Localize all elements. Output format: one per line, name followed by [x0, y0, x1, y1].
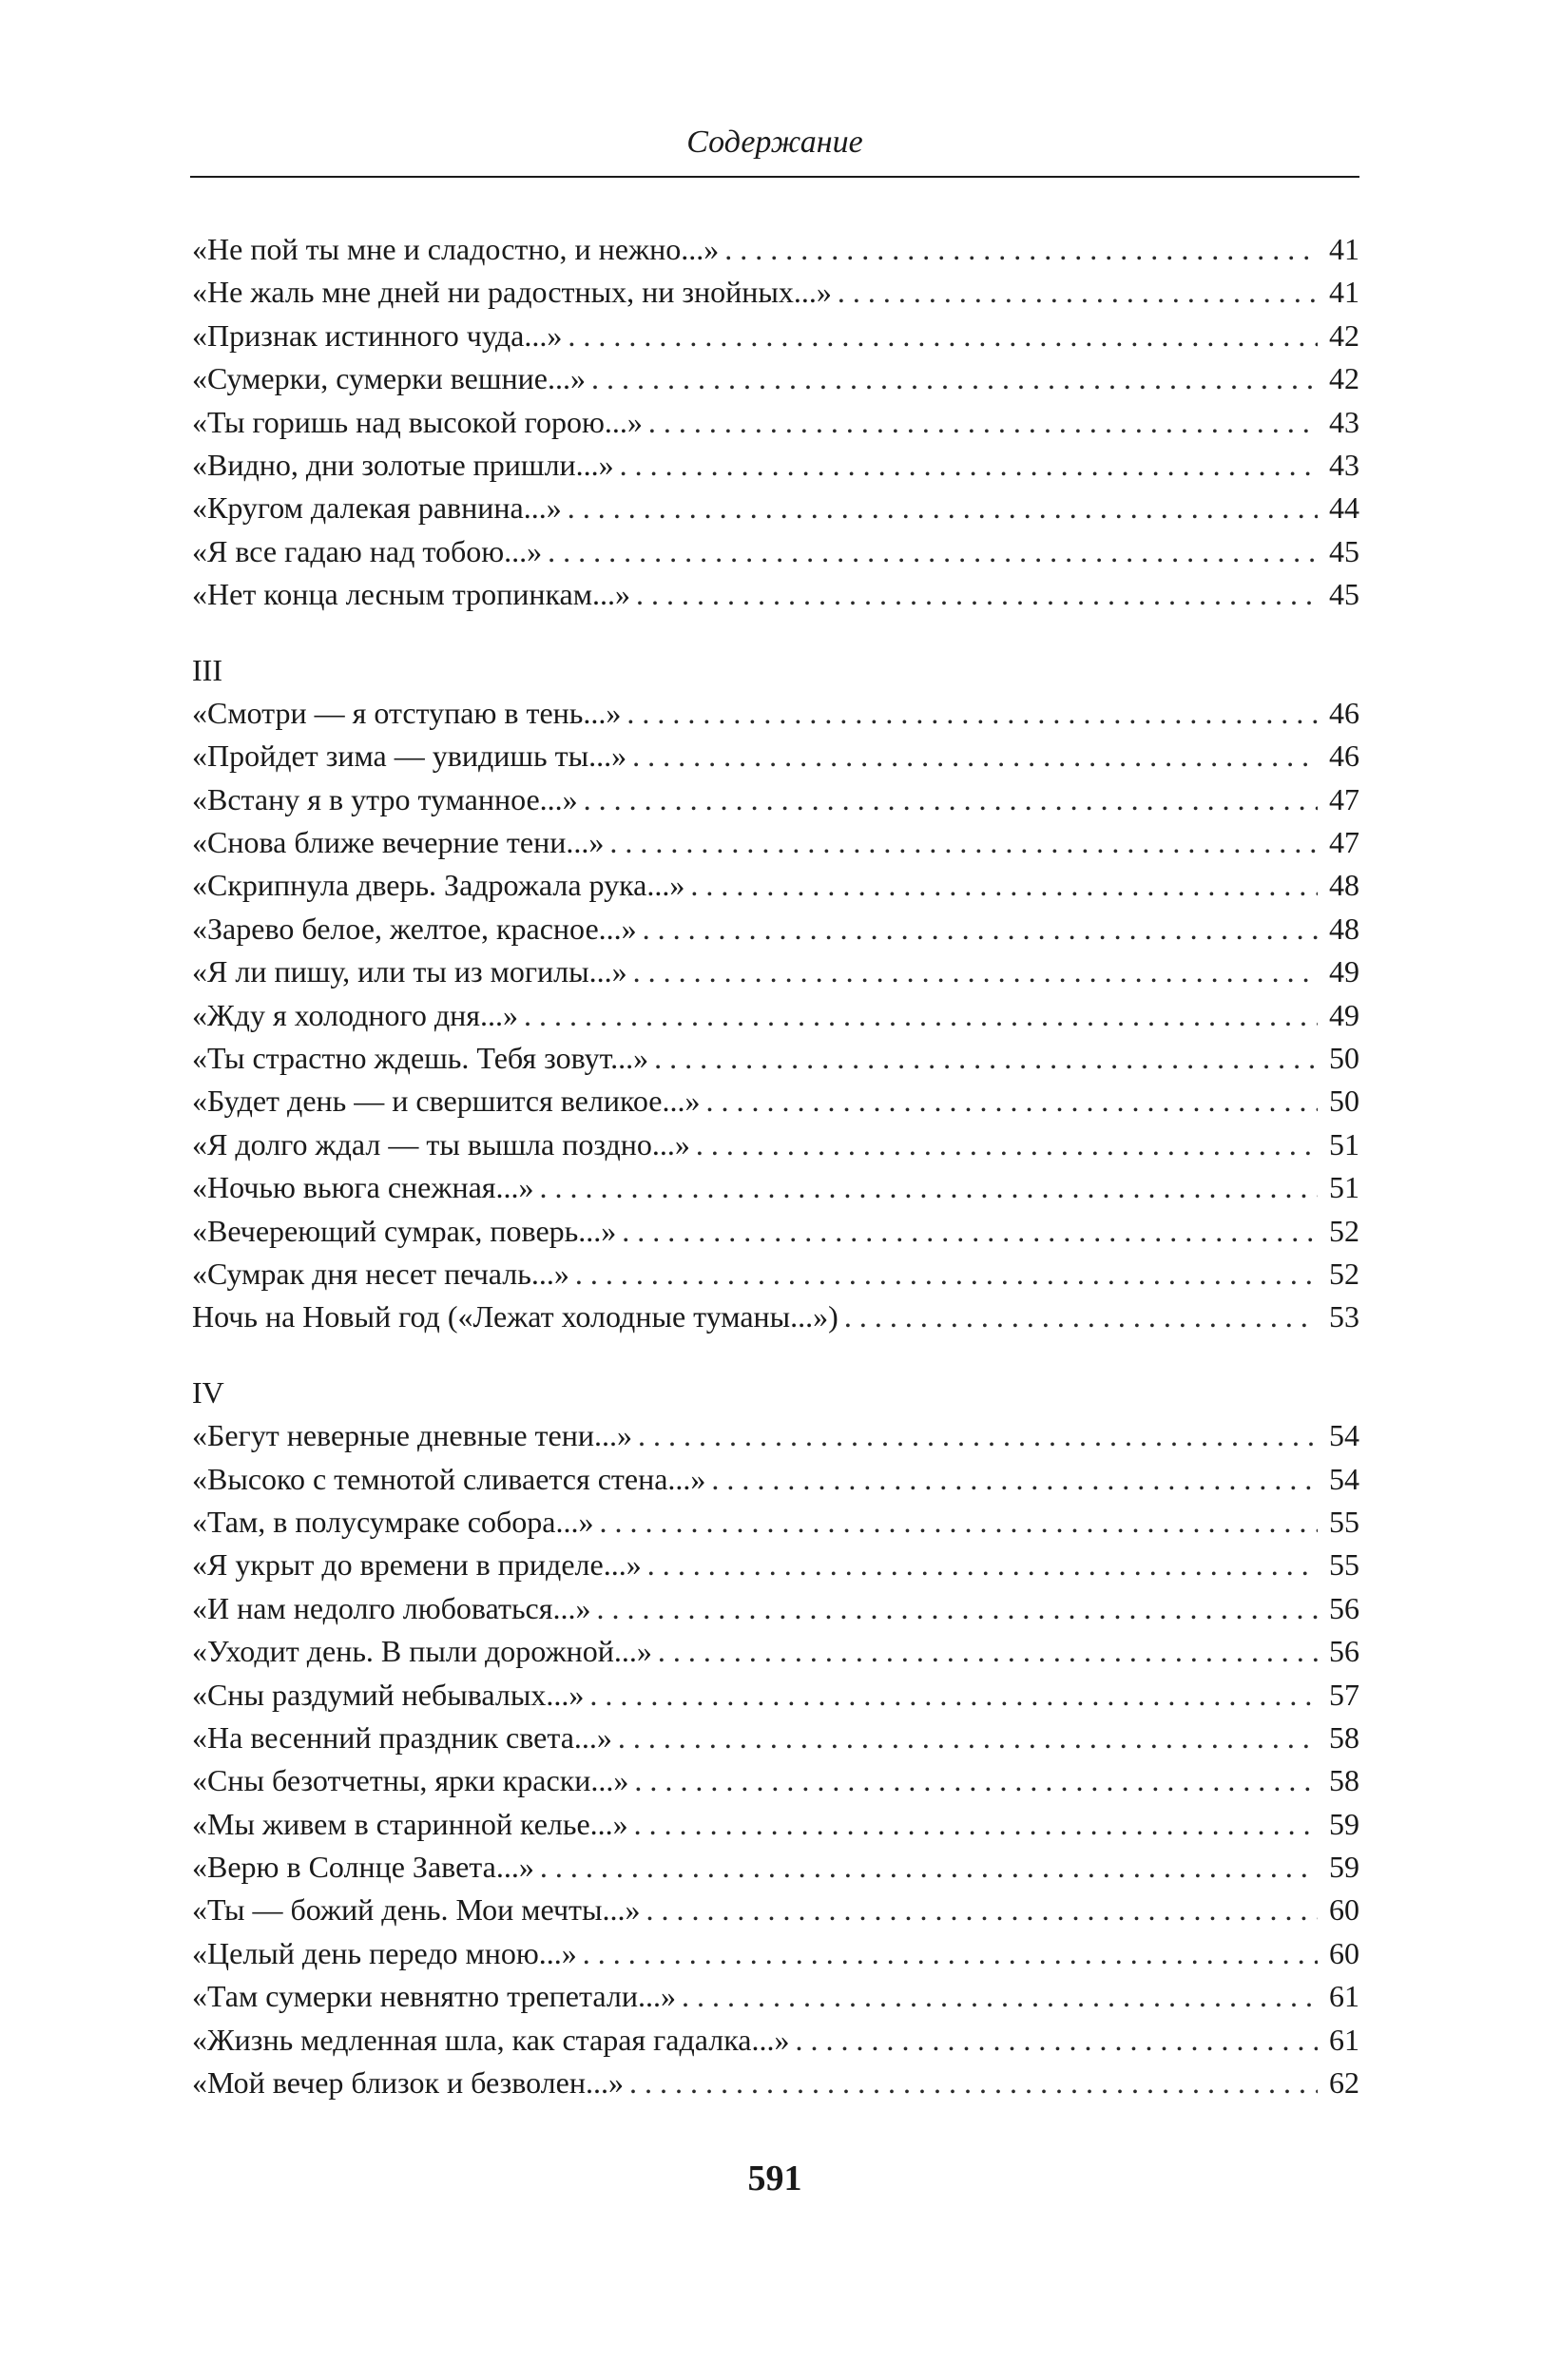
toc-entry — [192, 864, 1359, 907]
entry-title: «Я долго ждал — ты вышла поздно...» — [192, 1126, 690, 1161]
toc-entry — [192, 573, 1359, 616]
dot-leader — [568, 315, 1318, 357]
dot-leader — [620, 444, 1318, 487]
toc-entry — [192, 994, 1359, 1037]
dot-leader — [705, 1080, 1318, 1123]
entry-title: «Мой вечер близок и безволен...» — [192, 2065, 624, 2101]
dot-leader — [844, 1296, 1318, 1338]
entry-title: «Сны безотчетны, ярки краски...» — [192, 1763, 629, 1798]
entry-title: «Пройдет зима — увидишь ты...» — [192, 739, 627, 774]
toc-entry — [192, 1296, 1359, 1338]
toc-entry — [192, 1587, 1359, 1630]
dot-leader — [596, 1587, 1318, 1630]
dot-leader — [599, 1501, 1318, 1544]
toc-entry — [192, 2062, 1359, 2104]
entry-title: «Уходит день. В пыли дорожной...» — [192, 1634, 652, 1669]
running-head-title: Содержание — [686, 125, 863, 160]
toc-entry — [192, 1458, 1359, 1501]
entry-page-number: 61 — [1329, 2022, 1359, 2057]
dot-leader — [609, 821, 1318, 864]
dot-leader — [626, 692, 1318, 735]
entry-title: «Жизнь медленная шла, как старая гадалка...» — [192, 2022, 790, 2057]
entry-page-number: 47 — [1329, 781, 1359, 816]
toc-entry — [192, 530, 1359, 573]
toc-entry — [192, 1889, 1359, 1931]
table-of-contents — [192, 228, 1359, 2104]
entry-title: «Вечереющий сумрак, поверь...» — [192, 1213, 617, 1248]
toc-entry — [192, 735, 1359, 777]
dot-leader — [568, 487, 1318, 529]
dot-leader — [690, 864, 1318, 907]
dot-leader — [795, 2019, 1318, 2062]
entry-page-number: 53 — [1329, 1299, 1359, 1334]
dot-leader — [589, 1674, 1318, 1717]
entry-title: «Целый день передо мною...» — [192, 1935, 577, 1970]
toc-entry — [192, 357, 1359, 400]
entry-page-number: 41 — [1329, 275, 1359, 310]
toc-entry — [192, 1846, 1359, 1889]
toc-entry — [192, 315, 1359, 357]
entry-page-number: 43 — [1329, 404, 1359, 439]
entry-title: «Нет конца лесным тропинкам...» — [192, 577, 630, 612]
entry-title: «Кругом далекая равнина...» — [192, 490, 562, 526]
entry-title: «Ты страстно ждешь. Тебя зовут...» — [192, 1041, 649, 1076]
section-label: III — [192, 652, 222, 687]
entry-title: «Верю в Солнце Завета...» — [192, 1850, 534, 1885]
entry-title: «Мы живем в старинной келье...» — [192, 1806, 628, 1841]
entry-title: «Я укрыт до времени в приделе...» — [192, 1547, 642, 1583]
entry-page-number: 50 — [1329, 1041, 1359, 1076]
entry-page-number: 54 — [1329, 1418, 1359, 1453]
dot-leader — [838, 271, 1318, 314]
toc-section — [192, 228, 1359, 617]
entry-page-number: 59 — [1329, 1806, 1359, 1841]
entry-page-number: 58 — [1329, 1719, 1359, 1755]
entry-title: «Видно, дни золотые пришли...» — [192, 447, 614, 482]
dot-leader — [636, 573, 1318, 616]
toc-entry — [192, 778, 1359, 821]
entry-title: «Не жаль мне дней ни радостных, ни знойных...» — [192, 275, 832, 310]
entry-title: «Не пой ты мне и сладостно, и нежно...» — [192, 232, 720, 266]
entry-page-number: 49 — [1329, 997, 1359, 1032]
dot-leader — [622, 1210, 1318, 1253]
entry-page-number: 42 — [1329, 317, 1359, 353]
entry-page-number: 57 — [1329, 1677, 1359, 1712]
entry-title: «И нам недолго любоваться...» — [192, 1590, 591, 1625]
entry-page-number: 60 — [1329, 1892, 1359, 1928]
dot-leader — [629, 2062, 1318, 2104]
dot-leader — [643, 908, 1318, 950]
dot-leader — [575, 1253, 1318, 1296]
dot-leader — [540, 1166, 1319, 1209]
entry-title: «Сумерки, сумерки вешние...» — [192, 361, 586, 396]
entry-title: «Я все гадаю над тобою...» — [192, 533, 543, 568]
entry-page-number: 49 — [1329, 954, 1359, 989]
toc-entry — [192, 228, 1359, 271]
entry-page-number: 61 — [1329, 1979, 1359, 2014]
dot-leader — [632, 735, 1318, 777]
dot-leader — [711, 1458, 1318, 1501]
entry-page-number: 46 — [1329, 695, 1359, 730]
dot-leader — [633, 950, 1318, 993]
toc-entry — [192, 1037, 1359, 1080]
toc-entry — [192, 1803, 1359, 1846]
toc-entry — [192, 1501, 1359, 1544]
entry-page-number: 42 — [1329, 361, 1359, 396]
toc-entry — [192, 401, 1359, 444]
entry-title: «Ты горишь над высокой горою...» — [192, 404, 643, 439]
entry-title: «Ночью вьюга снежная...» — [192, 1170, 534, 1205]
dot-leader — [591, 357, 1318, 400]
entry-title: Ночь на Новый год («Лежат холодные туманы...») — [192, 1299, 838, 1334]
entry-page-number: 55 — [1329, 1547, 1359, 1583]
entry-title: «Ты — божий день. Мои мечты...» — [192, 1892, 641, 1928]
toc-entry — [192, 692, 1359, 735]
toc-entry — [192, 1544, 1359, 1586]
entry-page-number: 52 — [1329, 1213, 1359, 1248]
dot-leader — [724, 228, 1318, 271]
dot-leader — [618, 1717, 1318, 1759]
dot-leader — [658, 1630, 1318, 1673]
entry-page-number: 56 — [1329, 1590, 1359, 1625]
entry-page-number: 50 — [1329, 1084, 1359, 1119]
toc-section — [192, 649, 1359, 1339]
toc-section — [192, 1372, 1359, 2105]
entry-title: «Я ли пишу, или ты из могилы...» — [192, 954, 627, 989]
entry-title: «Встану я в утро туманное...» — [192, 781, 578, 816]
entry-page-number: 47 — [1329, 825, 1359, 860]
toc-entry — [192, 487, 1359, 529]
entry-page-number: 45 — [1329, 577, 1359, 612]
dot-leader — [524, 994, 1318, 1037]
toc-entry — [192, 1253, 1359, 1296]
entry-title: «Признак истинного чуда...» — [192, 317, 563, 353]
toc-entry — [192, 1123, 1359, 1166]
toc-entry — [192, 1166, 1359, 1209]
entry-title: «Сны раздумий небывалых...» — [192, 1677, 585, 1712]
dot-leader — [646, 1889, 1318, 1931]
entry-page-number: 58 — [1329, 1763, 1359, 1798]
entry-page-number: 54 — [1329, 1461, 1359, 1496]
dot-leader — [696, 1123, 1318, 1166]
entry-page-number: 44 — [1329, 490, 1359, 526]
entry-title: «Бегут неверные дневные тени...» — [192, 1418, 632, 1453]
dot-leader — [648, 401, 1318, 444]
dot-leader — [634, 1759, 1318, 1802]
dot-leader — [654, 1037, 1318, 1080]
dot-leader — [548, 530, 1318, 573]
entry-title: «Будет день — и свершится великое...» — [192, 1084, 701, 1119]
entry-page-number: 43 — [1329, 447, 1359, 482]
dot-leader — [634, 1803, 1318, 1846]
toc-entry — [192, 1210, 1359, 1253]
entry-title: «Жду я холодного дня...» — [192, 997, 518, 1032]
entry-title: «Там, в полусумраке собора...» — [192, 1504, 594, 1539]
entry-title: «Там сумерки невнятно трепетали...» — [192, 1979, 676, 2014]
entry-page-number: 51 — [1329, 1126, 1359, 1161]
toc-entry — [192, 1759, 1359, 1802]
entry-page-number: 56 — [1329, 1634, 1359, 1669]
toc-entry — [192, 1975, 1359, 2018]
entry-title: «Скрипнула дверь. Задрожала рука...» — [192, 868, 685, 903]
toc-entry — [192, 1717, 1359, 1759]
dot-leader — [584, 778, 1318, 821]
dot-leader — [540, 1846, 1318, 1889]
entry-page-number: 41 — [1329, 232, 1359, 266]
entry-page-number: 45 — [1329, 533, 1359, 568]
dot-leader — [647, 1544, 1318, 1586]
entry-page-number: 55 — [1329, 1504, 1359, 1539]
dot-leader — [638, 1414, 1318, 1457]
toc-entry — [192, 908, 1359, 950]
entry-title: «Высоко с темнотой сливается стена...» — [192, 1461, 706, 1496]
toc-entry — [192, 271, 1359, 314]
entry-title: «Сумрак дня несет печаль...» — [192, 1256, 569, 1291]
entry-title: «Зарево белое, желтое, красное...» — [192, 911, 637, 946]
entry-title: «Смотри — я отступаю в тень...» — [192, 695, 622, 730]
entry-title: «Снова ближе вечерние тени...» — [192, 825, 605, 860]
toc-entry — [192, 444, 1359, 487]
entry-page-number: 46 — [1329, 739, 1359, 774]
entry-page-number: 48 — [1329, 868, 1359, 903]
toc-entry — [192, 821, 1359, 864]
dot-leader — [682, 1975, 1318, 2018]
page-number: 591 — [747, 2159, 802, 2198]
toc-entry — [192, 950, 1359, 993]
entry-page-number: 62 — [1329, 2065, 1359, 2101]
entry-title: «На весенний праздник света...» — [192, 1719, 612, 1755]
entry-page-number: 59 — [1329, 1850, 1359, 1885]
entry-page-number: 52 — [1329, 1256, 1359, 1291]
entry-page-number: 51 — [1329, 1170, 1359, 1205]
dot-leader — [583, 1932, 1318, 1975]
toc-entry — [192, 1414, 1359, 1457]
toc-entry — [192, 1932, 1359, 1975]
header-rule — [190, 176, 1359, 178]
toc-entry — [192, 2019, 1359, 2062]
section-label: IV — [192, 1374, 224, 1410]
entry-page-number: 48 — [1329, 911, 1359, 946]
toc-entry — [192, 1080, 1359, 1123]
toc-entry — [192, 1630, 1359, 1673]
entry-page-number: 60 — [1329, 1935, 1359, 1970]
toc-entry — [192, 1674, 1359, 1717]
